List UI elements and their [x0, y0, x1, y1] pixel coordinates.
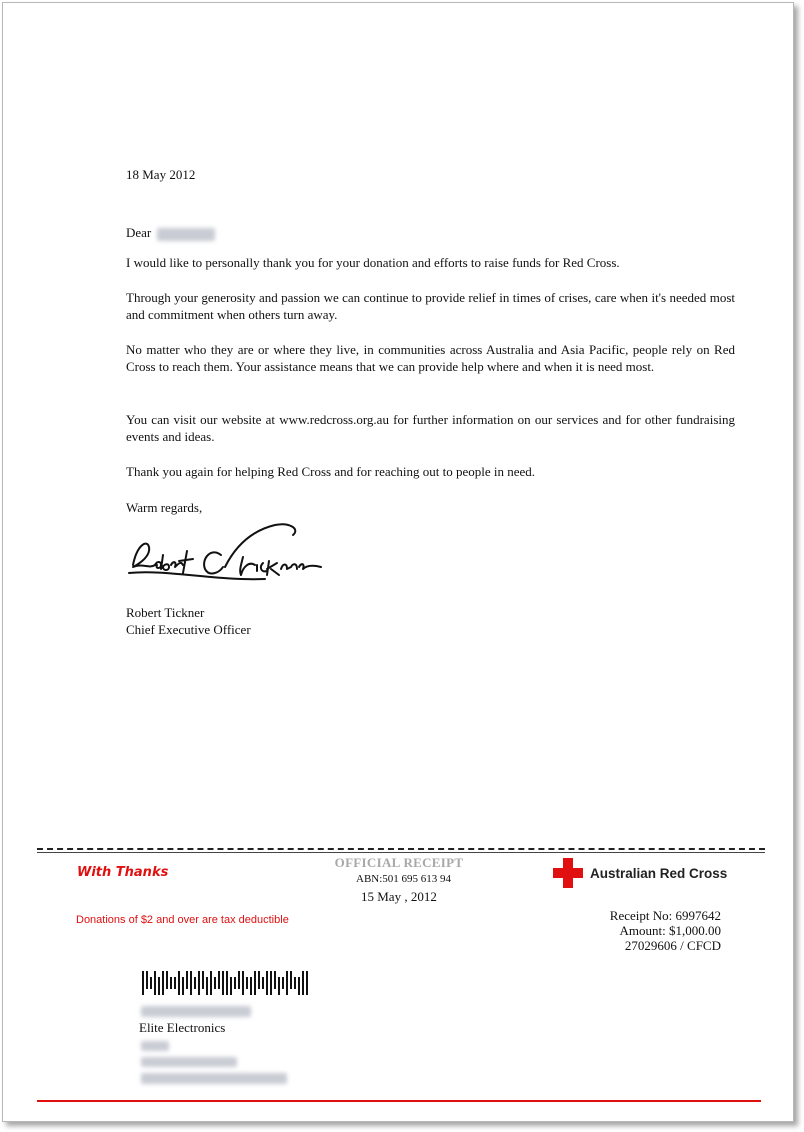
receipt-date: 15 May , 2012 [361, 889, 437, 904]
org-logo-text: Australian Red Cross [590, 866, 728, 881]
signatory-name: Robert Tickner [126, 605, 205, 620]
barcode [142, 971, 312, 995]
receipt-reference: 27029606 / CFCD [624, 938, 721, 953]
red-cross-icon [553, 858, 583, 888]
tear-off-line [37, 848, 765, 850]
paragraph-1: I would like to personally thank you for your donation and efforts to raise funds for Red Cross. [126, 255, 620, 270]
salutation-text: Dear [126, 225, 152, 240]
paragraph-3: No matter who they are or where they live, in communities across Australia and Asia Pacific, people rely on Red Cross to reach them. Your assistance means that we can provide help where and when it is need most. [126, 342, 735, 374]
redacted-recipient-name [157, 228, 215, 241]
redacted-address-line-4 [141, 1069, 287, 1087]
receipt-abn: ABN:501 695 613 94 [356, 873, 452, 885]
redacted-address-line-1 [141, 1002, 251, 1020]
tear-off-rule [37, 852, 765, 853]
recipient-company: Elite Electronics [139, 1020, 226, 1035]
letter-date: 18 May 2012 [126, 167, 196, 182]
receipt-bottom-rule [37, 1100, 761, 1102]
closing: Warm regards, [126, 500, 203, 515]
paragraph-4: You can visit our website at www.redcross.org.au for further information on our services and for other fundraising events and ideas. [126, 412, 735, 444]
receipt-number: Receipt No: 6997642 [609, 908, 721, 923]
paragraph-5: Thank you again for helping Red Cross and for reaching out to people in need. [126, 464, 536, 479]
receipt-title: OFFICIAL RECEIPT [334, 855, 464, 870]
salutation [126, 224, 215, 241]
signature-image [125, 517, 330, 593]
signatory-title: Chief Executive Officer [126, 622, 251, 637]
paragraph-2: Through your generosity and passion we can continue to provide relief in times of crises, care when it's needed most and commitment when others turn away. [126, 290, 735, 322]
letter-page [2, 2, 794, 1122]
tax-deductible-note: Donations of $2 and over are tax deductible [76, 914, 289, 926]
with-thanks-label: With Thanks [77, 865, 169, 880]
receipt-amount: Amount: $1,000.00 [619, 923, 721, 938]
